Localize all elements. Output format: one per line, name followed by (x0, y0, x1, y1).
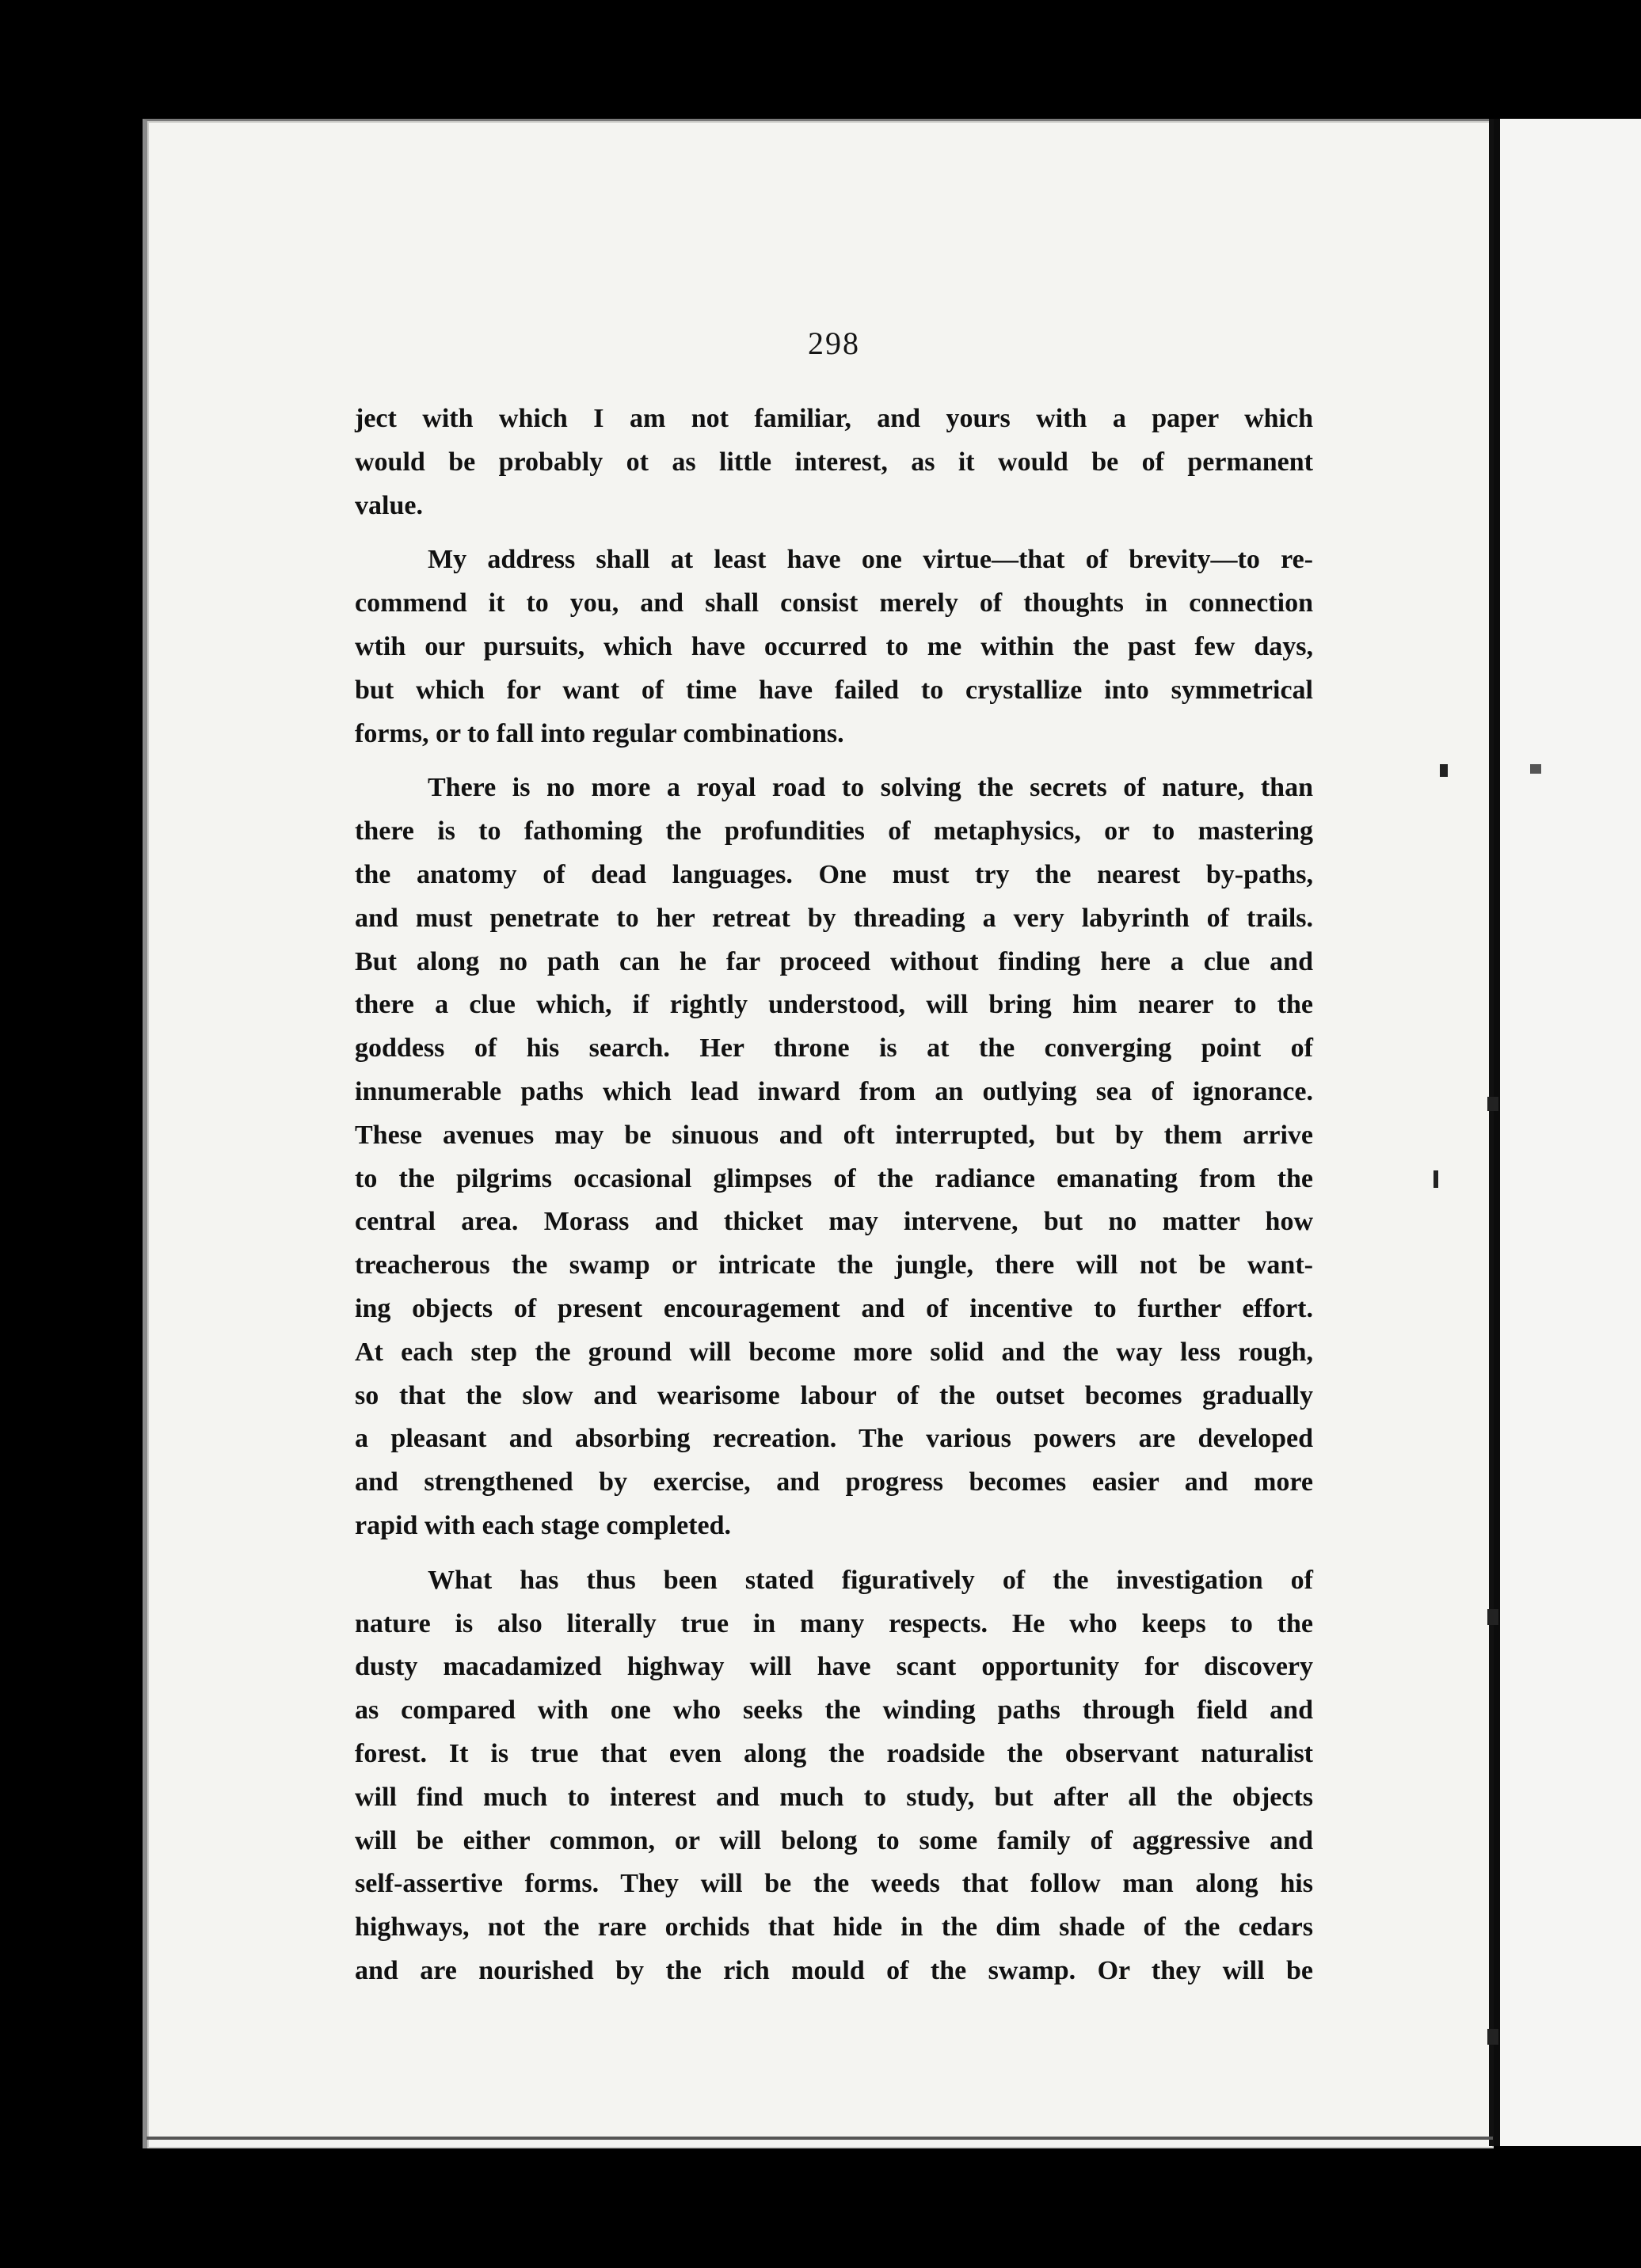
text-line: But along no path can he far proceed without finding here a clue and (355, 946, 1313, 976)
text-line: At each step the ground will become more solid and the way less rough, (355, 1337, 1313, 1367)
text-line: What has thus been stated figuratively of the investigation of (428, 1565, 1313, 1595)
text-line: central area. Morass and thicket may intervene, but no matter how (355, 1207, 1313, 1237)
text-line: and are nourished by the rich mould of the swamp. Or they will be (355, 1955, 1313, 1985)
text-line: would be probably ot as little interest, as it would be of permanent (355, 447, 1313, 477)
margin-mark (1487, 2029, 1498, 2045)
text-line: there a clue which, if rightly understood, will bring him nearer to the (355, 990, 1313, 1020)
text-line: innumerable paths which lead inward from an outlying sea of ignorance. (355, 1076, 1313, 1106)
text-line: and strengthened by exercise, and progress becomes easier and more (355, 1467, 1313, 1497)
margin-mark (1530, 764, 1541, 774)
margin-mark (1440, 764, 1448, 777)
text-line: There is no more a royal road to solving the secrets of nature, than (428, 773, 1313, 803)
text-line: nature is also literally true in many respects. He who keeps to the (355, 1608, 1313, 1638)
text-line: to the pilgrims occasional glimpses of the radiance emanating from the (355, 1163, 1313, 1193)
text-line: and must penetrate to her retreat by threading a very labyrinth of trails. (355, 903, 1313, 933)
body-text (355, 398, 1313, 1993)
gutter-line (1489, 119, 1494, 2146)
text-line: self-assertive forms. They will be the weeds that follow man along his (355, 1869, 1313, 1899)
paragraph (355, 538, 1313, 755)
text-line: but which for want of time have failed to crystallize into symmetrical (355, 675, 1313, 705)
text-line: will find much to interest and much to study, but after all the objects (355, 1782, 1313, 1812)
text-line: will be either common, or will belong to some family of aggressive and (355, 1825, 1313, 1855)
text-line: as compared with one who seeks the winding paths through field and (355, 1695, 1313, 1726)
text-line: forest. It is true that even along the roadside the observant naturalist (355, 1738, 1313, 1768)
text-line: value. (355, 490, 423, 520)
text-line: goddess of his search. Her throne is at the converging point of (355, 1033, 1313, 1064)
text-line: ject with which I am not familiar, and yours with a paper which (355, 404, 1313, 433)
paragraph (355, 1559, 1313, 1993)
paragraph (355, 767, 1313, 1547)
facing-page-margin (1500, 119, 1641, 2146)
margin-mark (1487, 1609, 1498, 1625)
margin-mark (1433, 1170, 1438, 1188)
text-line: a pleasant and absorbing recreation. The various powers are developed (355, 1424, 1313, 1454)
paragraph (355, 398, 1313, 527)
text-line: ing objects of present encouragement and of incentive to further effort. (355, 1293, 1313, 1323)
text-line: the anatomy of dead languages. One must try the nearest by-paths, (355, 859, 1313, 889)
text-line: there is to fathoming the profundities of metaphysics, or to mastering (355, 816, 1313, 847)
text-line: These avenues may be sinuous and oft interrupted, but by them arrive (355, 1120, 1313, 1150)
text-line: My address shall at least have one virtue—that of brevity—to re- (428, 545, 1313, 575)
text-line: highways, not the rare orchids that hide in the dim shade of the cedars (355, 1912, 1313, 1943)
text-line: treacherous the swamp or intricate the jungle, there will not be want- (355, 1250, 1313, 1281)
page-number: 298 (808, 325, 860, 361)
text-line: so that the slow and wearisome labour of the outset becomes gradually (355, 1380, 1313, 1410)
text-line: forms, or to fall into regular combinations. (355, 718, 844, 748)
text-line: commend it to you, and shall consist merely of thoughts in connection (355, 588, 1313, 618)
text-line: wtih our pursuits, which have occurred to me within the past few days, (355, 631, 1313, 661)
text-line: rapid with each stage completed. (355, 1510, 732, 1540)
margin-mark (1487, 1097, 1498, 1111)
page-bottom-edge (147, 2137, 1493, 2140)
text-line: dusty macadamized highway will have scant opportunity for discovery (355, 1652, 1313, 1682)
